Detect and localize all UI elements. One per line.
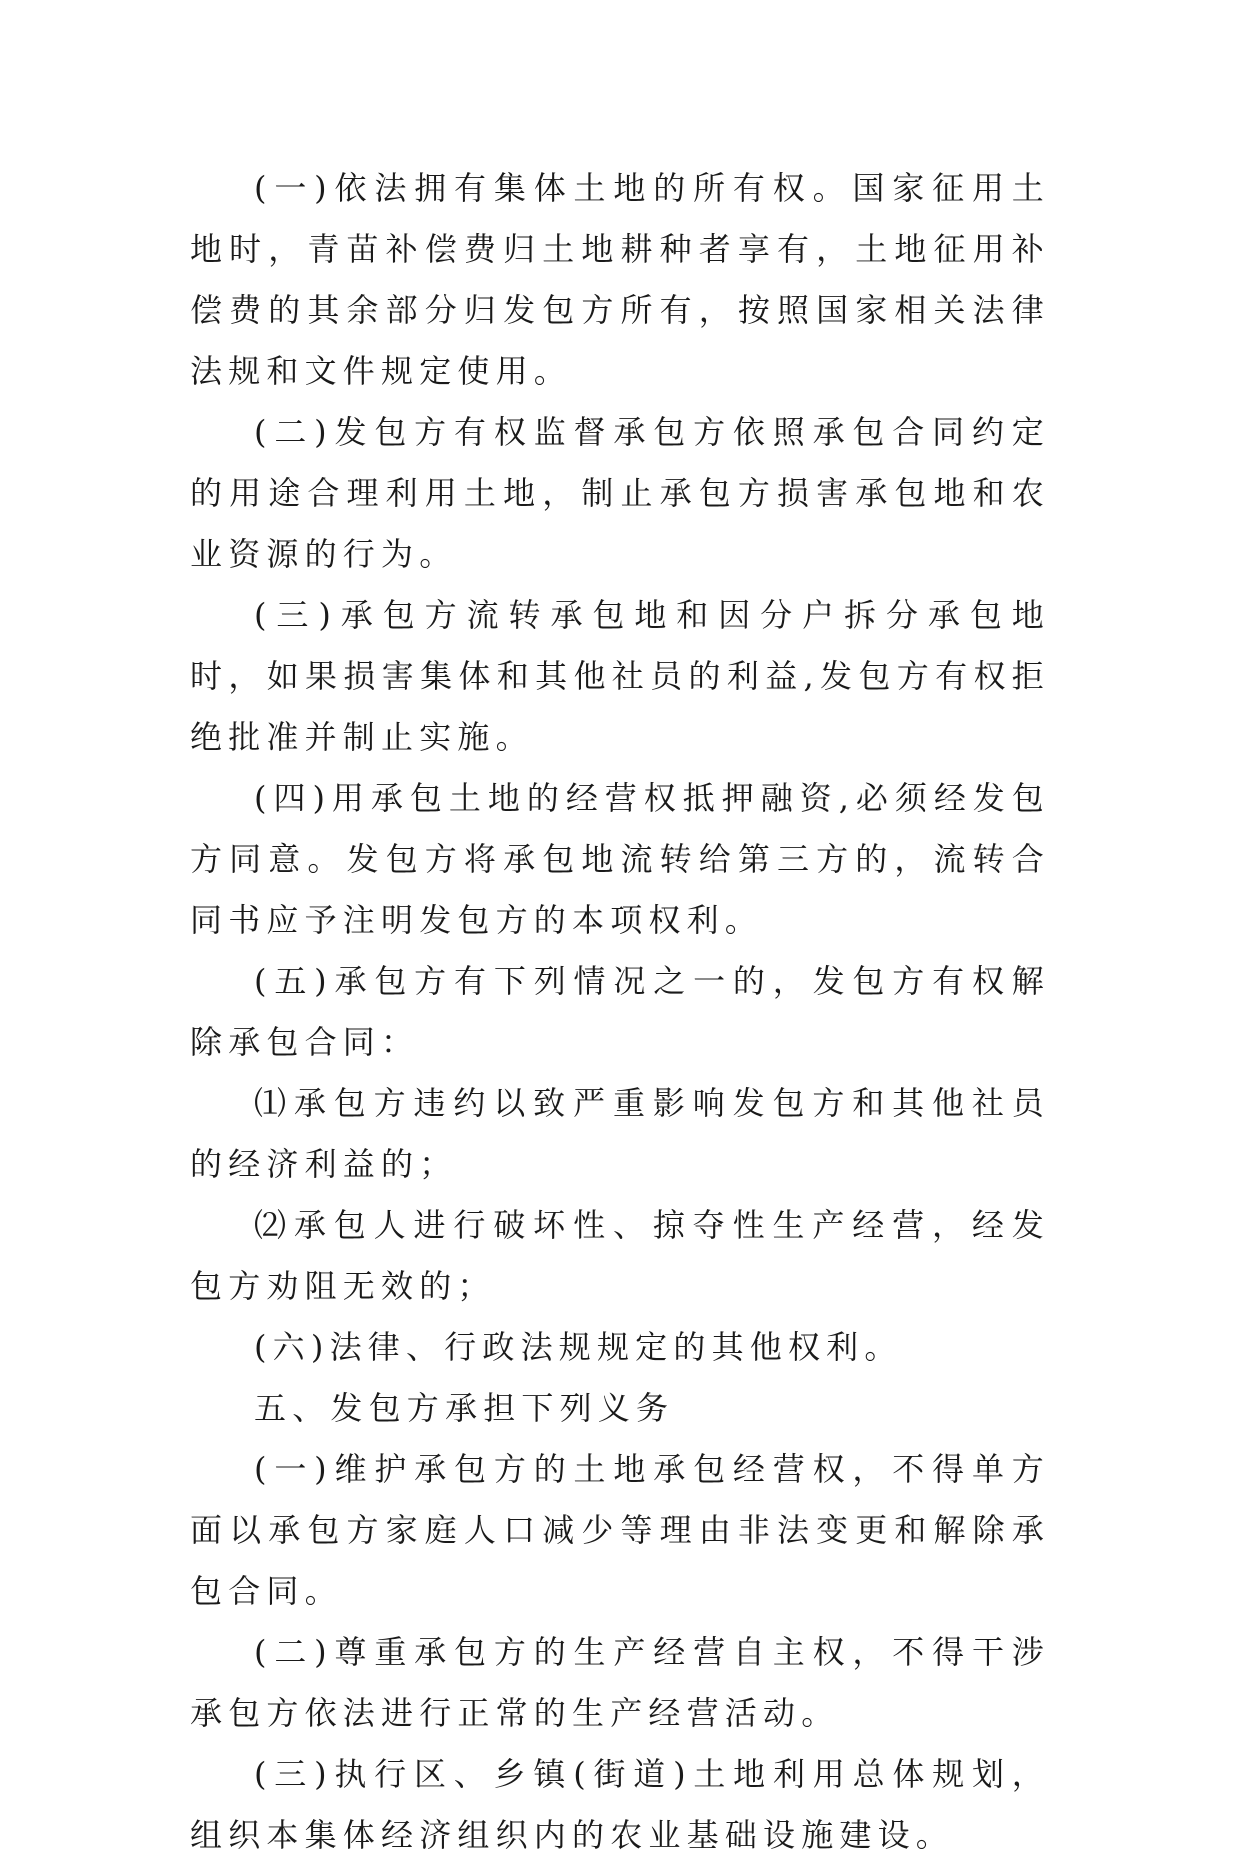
section-heading-obligations: 五、发包方承担下列义务 xyxy=(254,1389,675,1427)
paragraph-item-2: ⑵承包人进行破坏性、掠夺性生产经营，经发包方劝阻无效的； xyxy=(190,1206,1050,1305)
paragraph-right-6: (六)法律、行政法规规定的其他权利。 xyxy=(254,1328,903,1366)
document-body xyxy=(190,158,1050,1866)
paragraph-right-2: (二)发包方有权监督承包方依照承包合同约定的用途合理利用土地，制止承包方损害承包地和农业资源的行为。 xyxy=(190,413,1050,573)
paragraph-right-1: (一)依法拥有集体土地的所有权。国家征用土地时，青苗补偿费归土地耕种者享有，土地征用补偿费的其余部分归发包方所有，按照国家相关法律法规和文件规定使用。 xyxy=(190,169,1050,390)
paragraph-right-4: (四)用承包土地的经营权抵押融资,必须经发包方同意。发包方将承包地流转给第三方的，流转合同书应予注明发包方的本项权利。 xyxy=(190,779,1050,939)
paragraph-item-1: ⑴承包方违约以致严重影响发包方和其他社员的经济利益的； xyxy=(190,1084,1050,1183)
paragraph-right-3: (三)承包方流转承包地和因分户拆分承包地时，如果损害集体和其他社员的利益,发包方有权拒绝批准并制止实施。 xyxy=(190,596,1050,756)
paragraph-obligation-2: (二)尊重承包方的生产经营自主权，不得干涉承包方依法进行正常的生产经营活动。 xyxy=(190,1633,1050,1732)
paragraph-right-5: (五)承包方有下列情况之一的，发包方有权解除承包合同： xyxy=(190,962,1050,1061)
paragraph-obligation-3: (三)执行区、乡镇(街道)土地利用总体规划，组织本集体经济组织内的农业基础设施建设。 xyxy=(190,1755,1050,1854)
paragraph-obligation-1: (一)维护承包方的土地承包经营权，不得单方面以承包方家庭人口减少等理由非法变更和解除承包合同。 xyxy=(190,1450,1050,1610)
